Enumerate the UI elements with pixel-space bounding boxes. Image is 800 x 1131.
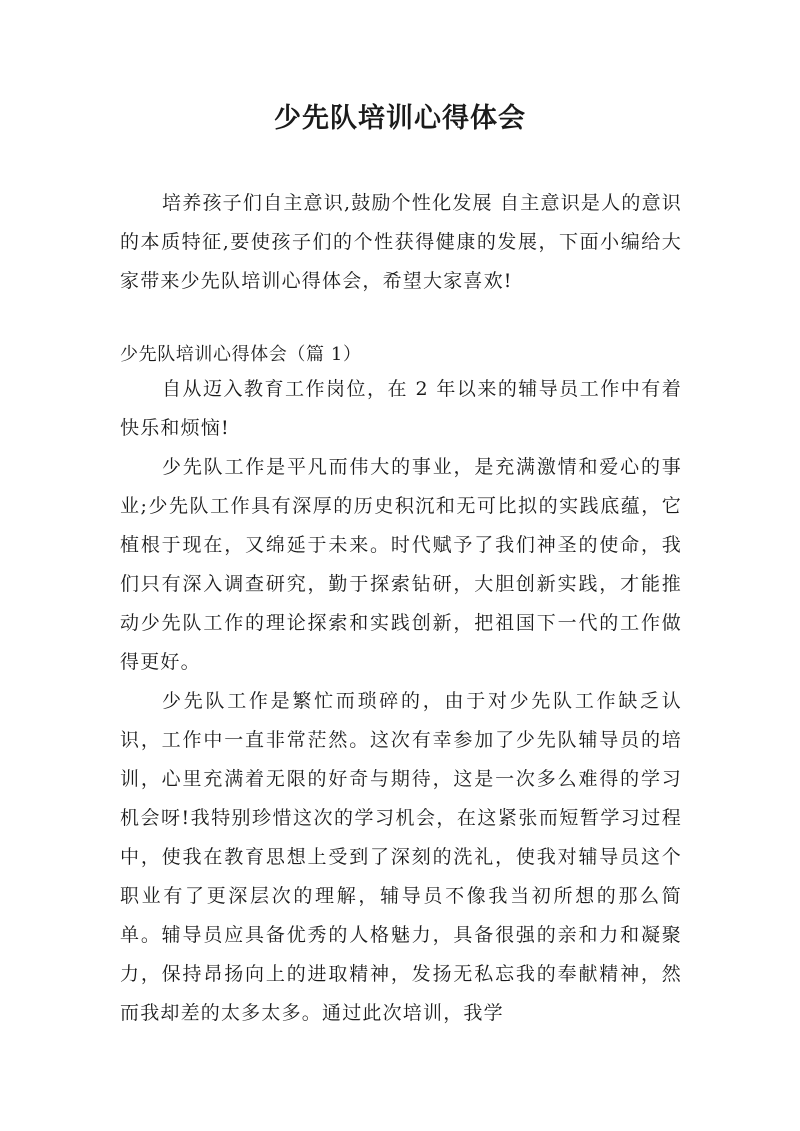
body-paragraph-2: 少先队工作是平凡而伟大的事业，是充满激情和爱心的事业;少先队工作具有深厚的历史积沉和无可比拟的实践底蕴，它植根于现在，又绵延于未来。时代赋予了我们神圣的使命，我们只有深入调查研究，勤于探索钻研，大胆创新实践，才能推动少先队工作的理论探索和实践创新，把祖国下一代的工作做得更好。 [120, 456, 682, 673]
page-title: 少先队培训心得体会 [274, 103, 526, 134]
intro-paragraph: 培养孩子们自主意识,鼓励个性化发展 自主意识是人的意识的本质特征,要使孩子们的个性获得健康的发展，下面小编给大家带来少先队培训心得体会，希望大家喜欢! [120, 192, 682, 292]
body-paragraph-3: 少先队工作是繁忙而琐碎的，由于对少先队工作缺乏认识，工作中一直非常茫然。这次有幸参加了少先队辅导员的培训，心里充满着无限的好奇与期待，这是一次多么难得的学习机会呀!我特别珍惜这次的学习机会，在这紧张而短暂学习过程中，使我在教育思想上受到了深刻的洗礼，使我对辅导员这个职业有了更深层次的理解，辅导员不像我当初所想的那么简单。辅导员应具备优秀的人格魅力，具备很强的亲和力和凝聚力，保持昂扬向上的进取精神，发扬无私忘我的奉献精神，然而我却差的太多太多。通过此次培训，我学 [120, 690, 682, 1024]
section-heading: 少先队培训心得体会（篇 1） [120, 344, 362, 365]
body-paragraph-1: 自从迈入教育工作岗位，在 2 年以来的辅导员工作中有着快乐和烦恼! [120, 378, 682, 439]
